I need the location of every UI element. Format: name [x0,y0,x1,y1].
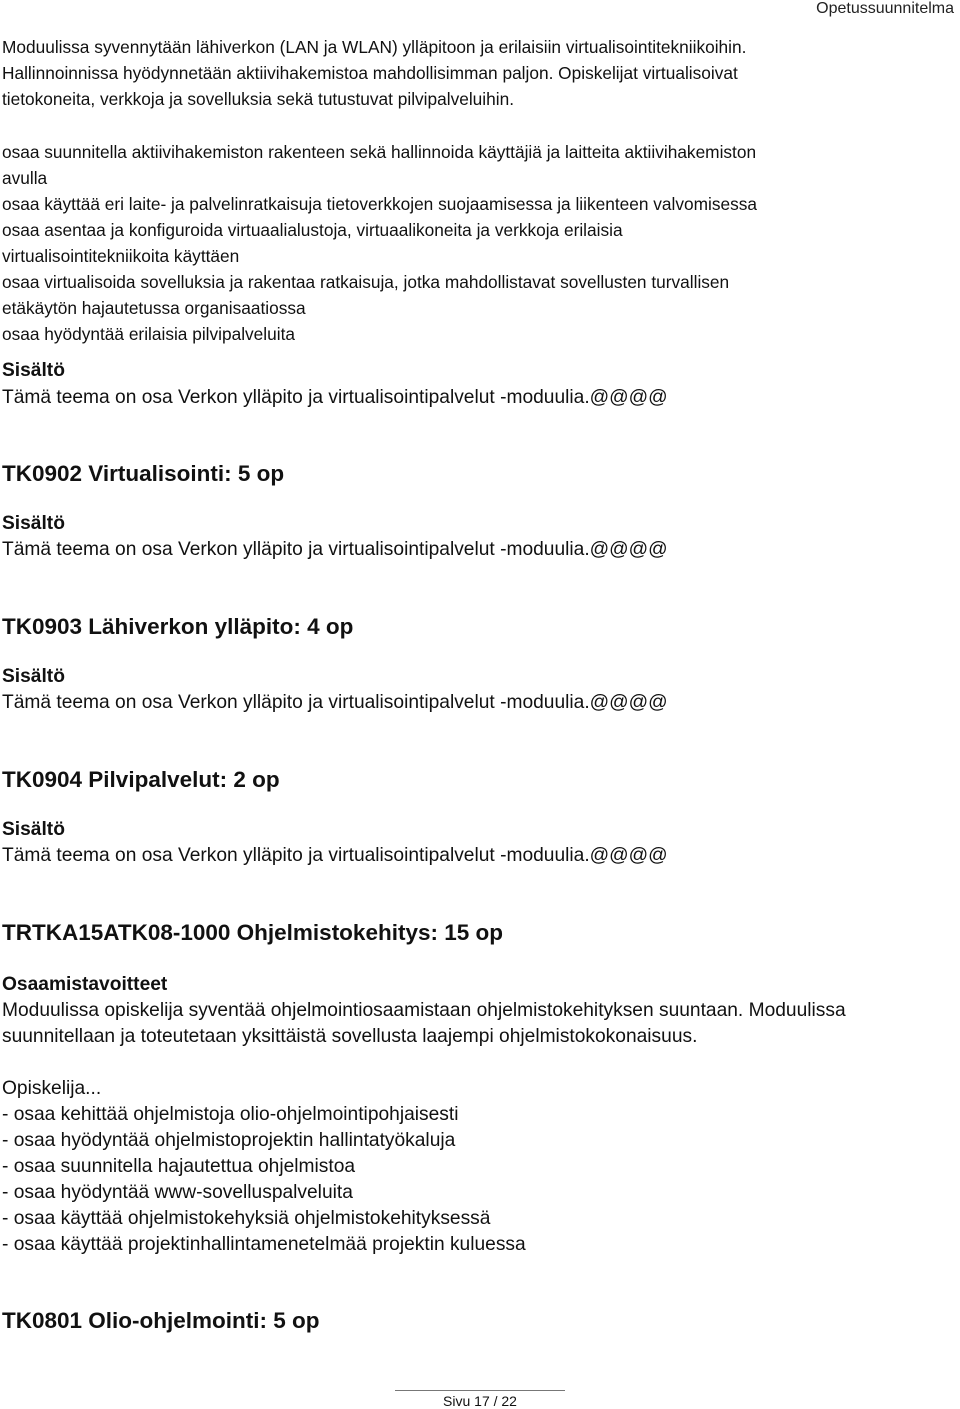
goals-text-line: suunnitellaan ja toteutetaan yksittäistä sovellusta laajempi ohjelmistokokonaisuus. [2,1026,698,1047]
outcome-line: osaa virtualisoida sovelluksia ja rakentaa ratkaisuja, jotka mahdollistavat sovellusten turvallisen [2,272,730,292]
goals-text-line: Moduulissa opiskelija syventää ohjelmointiosaamistaan ohjelmistokehityksen suuntaan. Moduulissa [2,1000,846,1021]
outcome-line: osaa asentaa ja konfiguroida virtuaalialustoja, virtuaalikoneita ja verkkoja erilaisia [2,220,623,240]
document-title: Opetussuunnitelma [816,0,954,17]
content-heading: Sisältö [2,819,65,840]
list-item: - osaa kehittää ohjelmistoja olio-ohjelmointipohjaisesti [2,1104,459,1125]
content-heading: Sisältö [2,666,65,687]
content-text: Tämä teema on osa Verkon ylläpito ja virtualisointipalvelut -moduulia.@@@@ [2,539,668,560]
intro-line: tietokoneita, verkkoja ja sovelluksia sekä tutustuvat pilvipalveluihin. [2,89,514,109]
course-title-tk0902: TK0902 Virtualisointi: 5 op [2,461,285,486]
content-text: Tämä teema on osa Verkon ylläpito ja virtualisointipalvelut -moduulia.@@@@ [2,692,668,713]
footer-divider [395,1390,565,1391]
list-item: - osaa hyödyntää www-sovelluspalveluita [2,1182,353,1203]
outcome-line: osaa suunnitella aktiivihakemiston rakenteen sekä hallinnoida käyttäjiä ja laitteita aktiivihakemiston [2,142,757,162]
intro-paragraph [2,34,950,112]
intro-line: Moduulissa syvennytään lähiverkon (LAN ja WLAN) ylläpitoon ja erilaisiin virtualisointitekniikoihin. [2,37,747,57]
outcome-line: etäkäytön hajautetussa organisaatiossa [2,298,306,318]
outcome-line: osaa hyödyntää erilaisia pilvipalveluita [2,324,295,344]
content-text: Tämä teema on osa Verkon ylläpito ja virtualisointipalvelut -moduulia.@@@@ [2,387,668,408]
list-item: - osaa käyttää ohjelmistokehyksiä ohjelmistokehityksessä [2,1208,491,1229]
course-title-tk0904: TK0904 Pilvipalvelut: 2 op [2,767,280,792]
goals-heading: Osaamistavoitteet [2,974,168,995]
content-heading: Sisältö [2,360,65,381]
content-text: Tämä teema on osa Verkon ylläpito ja virtualisointipalvelut -moduulia.@@@@ [2,845,668,866]
list-item: - osaa suunnitella hajautettua ohjelmistoa [2,1156,356,1177]
course-title-tk0801: TK0801 Olio-ohjelmointi: 5 op [2,1308,320,1333]
content-heading: Sisältö [2,513,65,534]
student-intro: Opiskelija... [2,1078,102,1099]
outcome-line: osaa käyttää eri laite- ja palvelinratkaisuja tietoverkkojen suojaamisessa ja liikenteen valvomisessa [2,194,757,214]
outcome-line: avulla [2,168,48,188]
list-item: - osaa käyttää projektinhallintamenetelmää projektin kuluessa [2,1234,526,1255]
skills-list [2,1102,950,1258]
module-title-trtka15atk08: TRTKA15ATK08-1000 Ohjelmistokehitys: 15 op [2,920,503,945]
outcome-line: virtualisointitekniikoita käyttäen [2,246,240,266]
outcomes-list [2,139,950,347]
course-title-tk0903: TK0903 Lähiverkon ylläpito: 4 op [2,614,354,639]
list-item: - osaa hyödyntää ohjelmistoprojektin hallintatyökaluja [2,1130,456,1151]
intro-line: Hallinnoinnissa hyödynnetään aktiivihakemistoa mahdollisimman paljon. Opiskelijat virtualisoivat [2,63,738,83]
page-number: Sivu 17 / 22 [443,1393,517,1409]
